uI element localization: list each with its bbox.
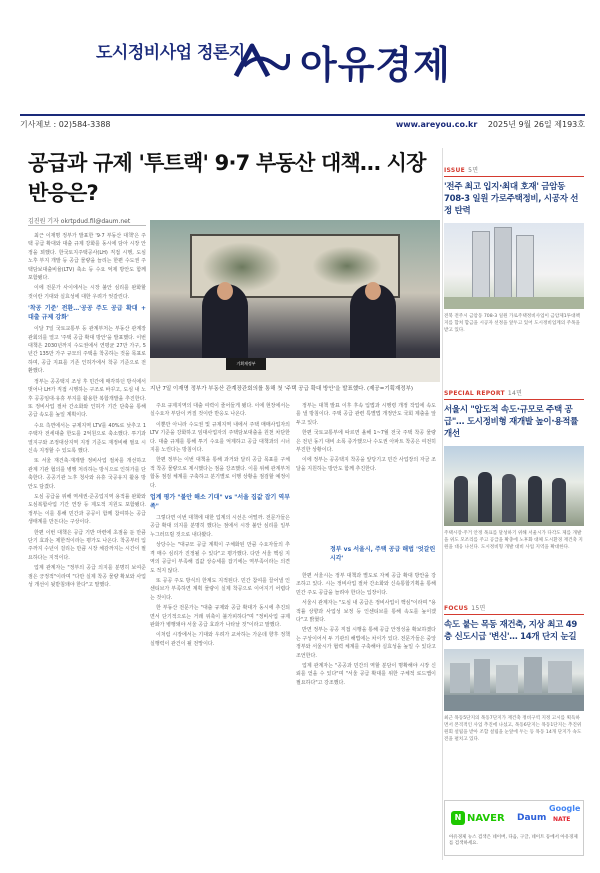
issue-tag-label: ISSUE — [444, 167, 466, 174]
article-body-column-2: 주요 규제지역의 대출 여력이 줄어들게 됐다. 이에 현장에서는 실수요자 부담이 커질 것이란 반응도 나온다. 이뿐만 아니라 수도권 및 규제지역 내에서 주택 매매사업자의 LTV 기준을 강화하고 임대사업자의 주택담보대출을 원천 차단한다. 대출 규제를 통해 투기 수요를 억제하고 공급 대책과의 시너지를 노린다는 방침이다. 한편 정부는 이번 대책을 통해 과거와 달리 공급 목표를 구체적 착공 물량으로 제시했다는 점을 강조했다. 이를 위해 관계부처 합동 점검 체계를 구축하고 분기별로 이행 상황을 점검할 예정이다. 업계 평가 "불안 해소 기대" vs "서울 집값 잡기 역부족" 그렇다면 이번 대책에 대한 업계의 시선은 어떨까. 전문가들은 공급 확대 의지를 분명히 했다는 점에서 시장 불안 심리를 일부 누그러뜨릴 것으로 내다봤다. 상당수는 "대규모 공급 계획이 구체화된 만큼 수요자들의 추격 매수 심리가 진정될 수 있다"고 평가했다. 다만 서울 핵심 지역의 공급이 부족해 집값 상승세를 잡기에는 역부족이라는 의견도 적지 않다. 또 공공 주도 방식의 한계도 지적된다. 민간 참여를 끌어낼 인센티브가 부족하면 계획 물량이 실제 착공으로 이어지기 어렵다는 것이다. 한 부동산 전문가는 "대출 규제와 공급 확대가 동시에 추진되면서 단기적으로는 거래 위축이 불가피하다"며 "정비사업 규제 완화가 병행돼야 서울 공급 효과가 나타날 것"이라고 말했다. 이처럼 시장에서는 기대와 우려가 교차하는 가운데 향후 정책 실행력이 관건이 될 전망이다. — [150, 403, 290, 647]
photo-person — [552, 478, 566, 522]
special-tag — [444, 388, 584, 397]
sidebar-issue[interactable] — [444, 165, 584, 334]
photo-face — [365, 282, 381, 300]
focus-rule — [444, 614, 584, 615]
ad-text: 아유경제 뉴스 검색은 네이버, 다음, 구글, 네이트 등에서 아유경제를 검색하세요. — [449, 835, 578, 846]
article-body-column-4: 한편 서울시는 정부 대책과 별도로 자체 공급 확대 방안을 강조하고 있다. 시는 정비사업 절차 간소화와 신속통합기획을 통해 민간 주도 공급을 늘려야 한다는 입장이다. 서울시 관계자는 "도심 내 공급은 정비사업이 핵심"이라며 "용적률 상향과 사업성 보정 등 인센티브를 통해 속도를 높이겠다"고 밝혔다. 반면 정부는 공공 직접 시행을 통해 공급 안정성을 확보하겠다는 구상이어서 두 기관의 해법에는 차이가 있다. 전문가들은 중앙정부와 서울시가 협력 체계를 구축해야 실효성을 높일 수 있다고 조언한다. 업계 관계자는 "공공과 민간의 역할 분담이 명확해야 시장 신뢰를 얻을 수 있다"며 "서울 공급 확대를 위한 구체적 로드맵이 필요하다"고 강조했다. — [296, 573, 436, 686]
building-low — [444, 297, 584, 309]
focus-image — [444, 649, 584, 711]
special-headline[interactable]: 서울시 "압도적 속도·규모로 주택 공급"… 도시정비형 재개발 높이·용적률 개선 — [444, 405, 578, 439]
building-skyline — [548, 661, 572, 693]
photo-table — [150, 358, 440, 382]
photo-person — [502, 474, 516, 522]
article-body-column-1: 최근 이재명 정부가 발표한 '9·7 부동산 대책'은 주택 공급 확대와 대출 규제 강화를 동시에 담아 시장 안정을 꾀했다. 한국토지주택공사(LH) 직접 시행, 도심 노후 부지 개발 등 공급 물량을 늘리는 한편 수도권 주택담보대출비율(LTV) 축소 등 수요 억제 방안도 함께 포함됐다. 이에 전문가 사이에서는 시장 불안 심리를 완화할 것이란 기대와 실효성에 대한 우려가 엇갈린다. '착공 기준' 전환…'공공 주도 공급 확대 + 대출 규제 강화' 이달 7일 국토교통부 등 관계부처는 부동산 관계장관회의를 열고 '주택 공급 확대 방안'을 발표했다. 이번 대책은 2030년까지 수도권에서 연평균 27만 가구, 5년간 135만 가구 규모의 주택을 착공하는 것을 목표로 하며, 공급 지표를 기존 인허가에서 착공 기준으로 전환했다. 정부는 공공택지 조성 후 민간에 매각하던 방식에서 벗어나 LH가 직접 시행하는 구조로 바꾸고, 도심 내 노후 공공임대·유휴 부지를 활용한 복합개발을 추진한다. 또 정비사업 절차 간소화와 인허가 기간 단축을 통해 공급 속도를 높일 계획이다. 수요 측면에서는 규제지역 LTV를 40%로 낮추고 1주택자 전세대출 한도를 2억원으로 축소했다. 투기과열지구와 조정대상지역 지정 기준도 재정비해 필요 시 신속 지정할 수 있도록 했다. 또 서울 재건축·재개발 정비사업 절차를 개선하고 관계 기관 협의를 병행 처리하는 방식으로 인허가를 단축한다. 공공기관 노후 청사와 유휴 국공유지 활용 방안도 담겼다. 도심 공급을 위해 역세권·준공업지역 용적률 완화와 도심복합사업 기간 연장 등 제도적 지원도 포함됐다. 정부는 이를 통해 민간과 공공이 함께 참여하는 공급 생태계를 만든다는 구상이다. 한편 이번 대책은 공급 기반 마련에 초점을 둔 만큼 단기 효과는 제한적이라는 평가도 나온다. 착공부터 입주까지 수년이 걸리는 만큼 시장 체감까지는 시간이 필요하다는 지적이다. 업계 관계자는 "정부의 공급 의지를 분명히 보여준 점은 긍정적"이라며 "다만 실제 착공 물량 확보와 사업성 개선이 뒷받침돼야 한다"고 말했다. — [28, 233, 146, 589]
brand-logo-icon — [230, 40, 290, 82]
article-headline: 공급과 규제 '투트랙' 9·7 부동산 대책… 시장 반응은? — [28, 151, 426, 205]
site-url[interactable]: www.areyou.co.kr — [395, 120, 478, 129]
issue-tag — [444, 165, 584, 174]
issue-page: 5면 — [468, 167, 479, 174]
issue-summary: 전북 전주시 금암동 708-3 일원 가로주택정비사업이 금암제1투대책지를 합쳐 합금을 시공자 선정을 앞두고 있어 도시정비업계의 주목을 받고 있다. — [444, 314, 580, 333]
focus-tag-label: FOCUS — [444, 605, 469, 612]
focus-page: 15면 — [471, 605, 486, 612]
article-subhead-3: 정부 vs 서울시, 주택 공급 해법 '엇갈린 시각' — [330, 546, 436, 562]
article-main-photo — [150, 220, 440, 382]
ad-naver: NAVER — [467, 813, 505, 824]
building-tower — [516, 235, 534, 301]
building-skyline — [474, 659, 490, 693]
special-tag-label: SPECIAL REPORT — [444, 390, 505, 397]
article-byline: 김진원 기자 okrtpdud.fil@daum.net — [28, 218, 131, 225]
special-page: 14면 — [507, 390, 523, 397]
special-rule — [444, 399, 584, 400]
river — [444, 695, 584, 711]
ad-google: Google — [549, 804, 581, 813]
issue-image — [444, 223, 584, 309]
masthead-info-bar — [20, 114, 585, 130]
search-portal-ad[interactable] — [444, 800, 584, 856]
article-subhead-1: '착공 기준' 전환…'공공 주도 공급 확대 + 대출 규제 강화' — [28, 305, 146, 322]
masthead — [0, 0, 600, 129]
ad-nate: NATE — [553, 816, 571, 823]
article-subhead-2: 업계 평가 "불안 해소 기대" vs "서울 집값 잡기 역부족" — [150, 494, 290, 511]
masthead-title: 아유경제 — [300, 43, 451, 87]
photo-person — [454, 476, 468, 522]
special-summary: 주택시장·주거 안정 목표를 달성하기 위해 서울시가 다각도 제를 개발을 위도 모조리를 주고 공급을 확충에 노후화 대체 도시환경 재건축 지원을 대응 나선다. 도시정비형 개발 대비 사업 지역을 확대한다. — [444, 531, 583, 550]
building-skyline — [496, 665, 518, 693]
special-image — [444, 446, 584, 526]
sidebar-special-report[interactable] — [444, 388, 584, 551]
focus-summary: 최근 목동5단지의 목동7단지가 재건축 정비구역 지정 고시를 획득하면서 본격적인 사업 추진에 나섰고, 목동6단지는 목동1단지는 추진위원회 설립을 받아 조합 설립을 눈앞에 두는 등 목동 14개 단지가 속도전을 펼치고 있다. — [444, 716, 582, 742]
photo-caption: 지난 7일 이재명 정부가 부동산 관계장관회의를 통해 첫 '주택 공급 확대 방안'을 발표했다. (제공=기획재정부) — [150, 386, 414, 392]
issue-date: 2025년 9월 26일 제193호 — [487, 120, 585, 129]
issue-info — [396, 119, 585, 130]
contact-info: 기사제보 : 02)584-3388 — [20, 120, 111, 129]
sidebar-divider — [442, 148, 443, 860]
naver-n-icon: N — [451, 811, 465, 825]
photo-face — [217, 282, 233, 300]
building-tower — [472, 231, 490, 301]
focus-tag — [444, 603, 584, 612]
issue-headline[interactable]: '전주 최고 입지·최대 호재' 금암동 708-3 일원 가로주택정비, 시공자 선정 탄력 — [444, 182, 579, 216]
building-tower — [494, 227, 512, 301]
building-skyline — [450, 663, 470, 693]
photo-nameplate: 기획재정부 — [226, 358, 266, 370]
article-body-column-3: 정부는 대책 발표 이후 후속 입법과 시행령 개정 작업에 속도를 낼 방침이다. 주택 공급 관련 특별법 개정안도 국회 제출을 앞두고 있다. 한편 국토교통부에 따르면 올해 1~7월 전국 주택 착공 물량은 전년 동기 대비 소폭 증가했으나 수도권 아파트 착공은 여전히 부진한 상황이다. 이에 정부는 공공택지 착공을 앞당기고 민간 사업장의 자금 조달을 지원하는 방안도 함께 추진한다. — [296, 403, 436, 472]
ad-daum: Daum — [517, 813, 547, 823]
photo-tree — [312, 246, 382, 286]
masthead-subtitle: 도시정비사업 정론지 — [96, 43, 245, 63]
byline-divider — [28, 225, 146, 226]
issue-rule — [444, 176, 584, 177]
focus-headline[interactable]: 속도 붙는 목동 재건축, 지상 최고 49층 신도시급 '변신'… 14개 단지 눈길 — [444, 620, 577, 642]
photo-person — [528, 476, 542, 522]
photo-person — [478, 472, 492, 522]
sidebar-focus[interactable] — [444, 603, 584, 743]
photo-tree — [202, 242, 282, 292]
building-skyline — [524, 657, 542, 693]
